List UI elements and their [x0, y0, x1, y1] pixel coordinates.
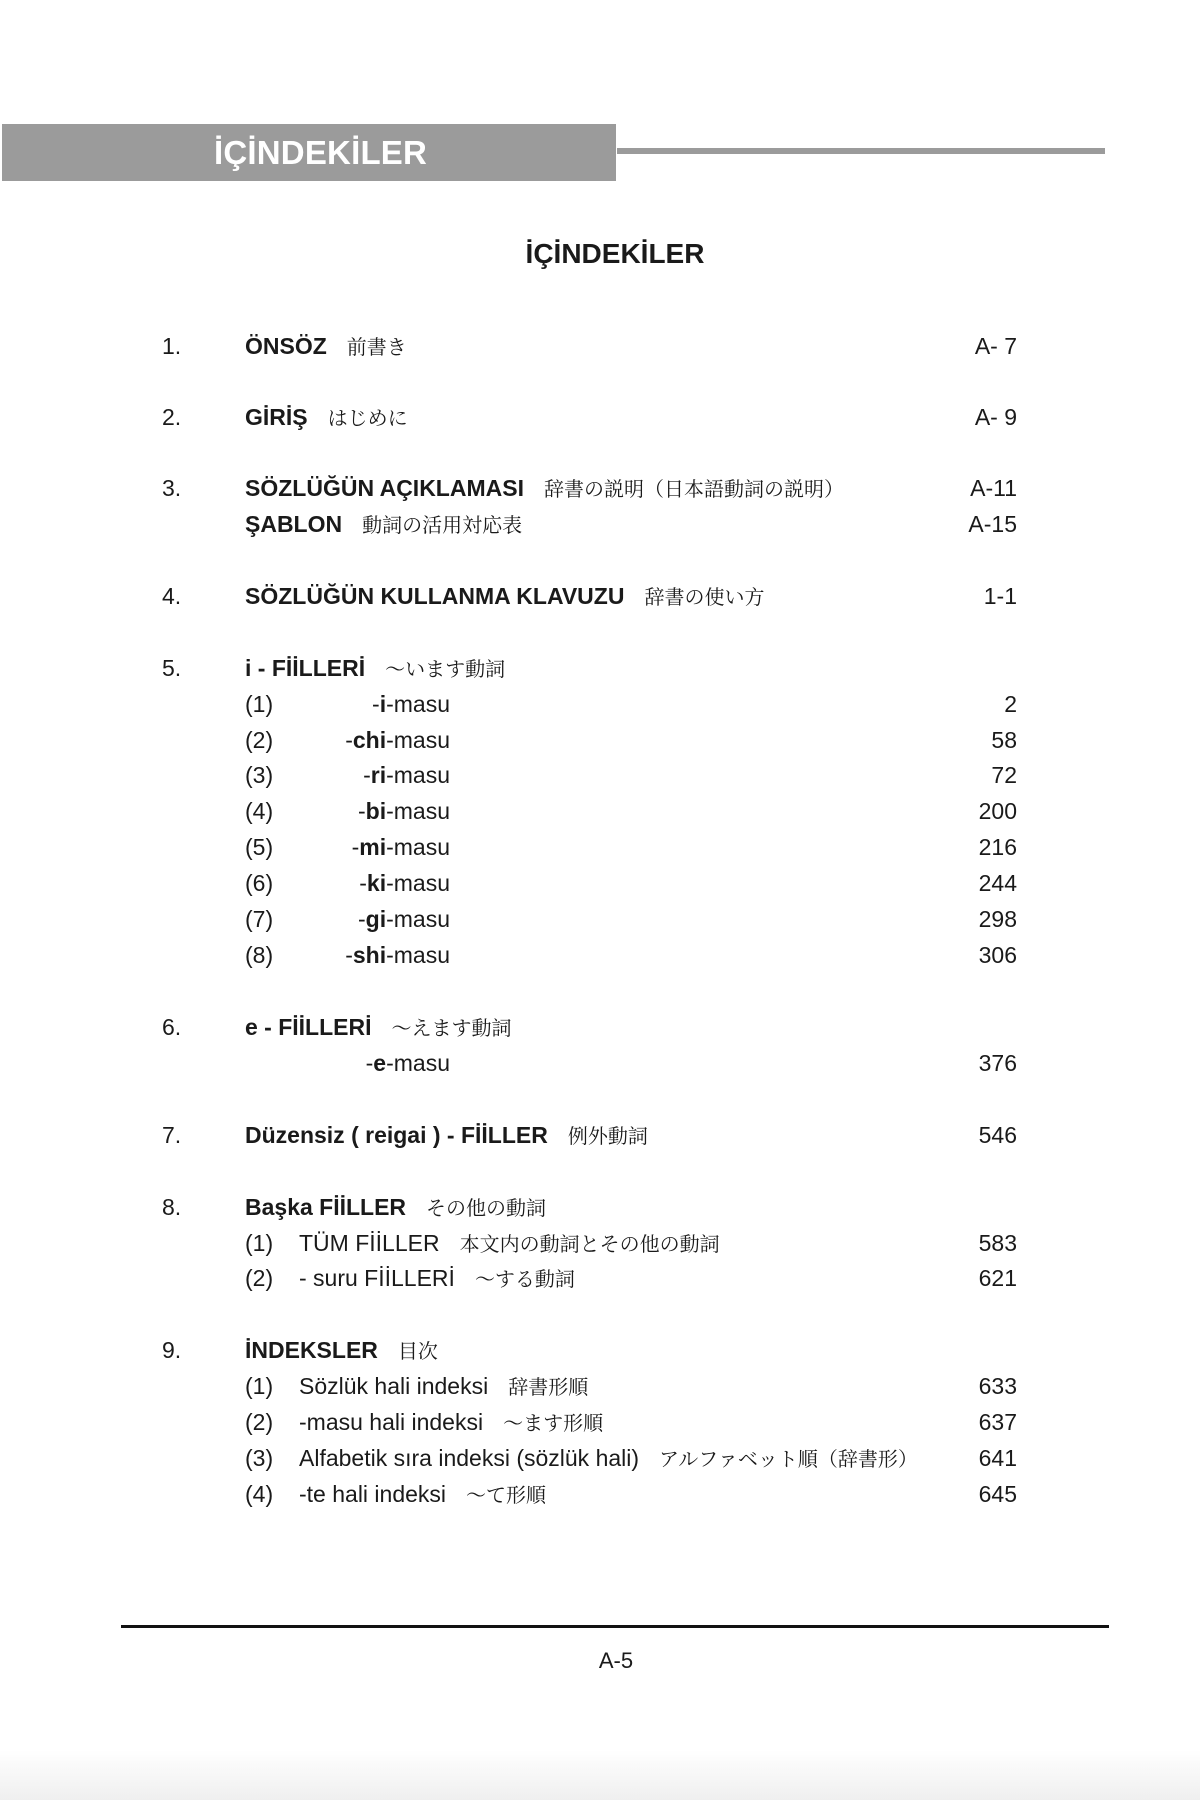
toc-page: 641 [978, 1445, 1017, 1471]
toc-subentry-index: (2) [245, 1409, 274, 1435]
toc-page: 633 [978, 1373, 1017, 1399]
suffix-stem: i [379, 691, 387, 717]
toc-subentry-masu-hali-indeksi[interactable] [0, 1405, 1200, 1439]
toc-page: 546 [978, 1122, 1017, 1148]
toc-page: 58 [991, 727, 1017, 753]
toc-number: 6. [162, 1014, 182, 1040]
toc-subentry-ri-masu[interactable] [0, 758, 1200, 792]
toc-entry-sozlugun-aciklamasi[interactable] [0, 471, 1200, 505]
suffix-stem: shi [352, 942, 387, 968]
toc-subentry-index: (4) [245, 798, 274, 824]
toc-subentry-title: Sözlük hali indeksi [299, 1373, 489, 1399]
toc-title: ÖNSÖZ [245, 333, 327, 359]
toc-entry-baska-fiiller[interactable] [0, 1190, 1200, 1224]
toc-jp-title: 辞書形順 [508, 1375, 589, 1399]
toc-subentry-index: (3) [245, 1445, 274, 1471]
toc-title: Başka FİİLLER [245, 1194, 407, 1220]
suffix-dash: - [357, 906, 366, 932]
suffix-ending: -masu [386, 1050, 450, 1076]
toc-subentry-shi-masu[interactable] [0, 938, 1200, 972]
toc-subentry-title: -masu hali indeksi [299, 1409, 484, 1435]
toc-number: 5. [162, 655, 182, 681]
toc-page: 621 [978, 1265, 1017, 1291]
toc-entry-indeksler[interactable] [0, 1333, 1200, 1367]
toc-title: İNDEKSLER [245, 1337, 378, 1363]
toc-subentry-index: (7) [245, 906, 274, 932]
suffix-stem: e [373, 1050, 387, 1076]
toc-subentry-title: Alfabetik sıra indeksi (sözlük hali) [299, 1445, 640, 1471]
toc-jp-title: 本文内の動詞とその他の動詞 [459, 1232, 720, 1256]
suffix-stem: gi [365, 906, 387, 932]
toc-page: 298 [978, 906, 1017, 932]
footer-page-number: A-5 [598, 1648, 634, 1673]
toc-title: i - FİİLLERİ [245, 655, 366, 681]
toc-jp-title: ～います動詞 [385, 657, 506, 681]
suffix-stem: ki [366, 870, 387, 896]
toc-page: 306 [978, 942, 1017, 968]
toc-page: 2 [1004, 691, 1017, 717]
toc-subentry-tum-fiiller[interactable] [0, 1226, 1200, 1260]
toc-page: 200 [978, 798, 1017, 824]
toc-subentry-alfabetik-indeksi[interactable] [0, 1441, 1200, 1475]
toc-jp-title: ～えます動詞 [391, 1016, 512, 1040]
suffix-stem: chi [352, 727, 387, 753]
toc-subentry-suru-fiilleri[interactable] [0, 1261, 1200, 1295]
header-band-title: İÇİNDEKİLER [214, 134, 428, 171]
suffix-ending: -masu [386, 942, 450, 968]
toc-subentry-ki-masu[interactable] [0, 866, 1200, 900]
toc-page: 244 [978, 870, 1017, 896]
toc-title: SÖZLÜĞÜN AÇIKLAMASI [245, 475, 524, 501]
toc-entry-e-fiilleri[interactable] [0, 1010, 1200, 1044]
toc-subentry-sozluk-hali-indeksi[interactable] [0, 1369, 1200, 1403]
toc-jp-title: その他の動詞 [426, 1196, 547, 1220]
toc-jp-title: 辞書の説明（日本語動詞の説明） [543, 477, 844, 501]
toc-subentry-e-masu[interactable] [0, 1046, 1200, 1080]
toc-subentry-title: -te hali indeksi [299, 1481, 447, 1507]
toc-jp-title: ～する動詞 [474, 1267, 575, 1291]
suffix-stem: ri [370, 762, 387, 788]
toc-jp-title: 例外動詞 [567, 1124, 648, 1148]
toc-subentry-index: (1) [245, 1230, 274, 1256]
toc-entry-sablon[interactable] [0, 507, 1200, 541]
toc-subentry-chi-masu[interactable] [0, 723, 1200, 757]
footer-rule [121, 1625, 1109, 1628]
toc-subentry-i-masu[interactable] [0, 687, 1200, 721]
toc-jp-title: 目次 [397, 1339, 438, 1363]
suffix-dash: - [365, 1050, 374, 1076]
toc-page: A-11 [970, 475, 1017, 501]
toc-page: 645 [978, 1481, 1017, 1507]
suffix-stem: bi [365, 798, 387, 824]
toc-jp-title: ～ます形順 [503, 1411, 604, 1435]
toc-title: SÖZLÜĞÜN KULLANMA KLAVUZU [245, 583, 625, 609]
toc-entry-onsoz[interactable] [0, 329, 1200, 363]
toc-page: 583 [978, 1230, 1017, 1256]
toc-number: 1. [162, 333, 182, 359]
toc-title: ŞABLON [245, 511, 343, 537]
toc-page: 216 [978, 834, 1017, 860]
toc-subentry-bi-masu[interactable] [0, 794, 1200, 828]
suffix-stem: mi [359, 834, 387, 860]
toc-entry-kullanma-klavuzu[interactable] [0, 579, 1200, 613]
suffix-dash: - [345, 942, 353, 968]
toc-subentry-title: - suru FİİLLERİ [299, 1265, 455, 1291]
toc-subentry-index: (5) [245, 834, 274, 860]
toc-number: 7. [162, 1122, 182, 1148]
toc-jp-title: 動詞の活用対応表 [362, 513, 523, 537]
toc-jp-title: アルファベット順（辞書形） [659, 1447, 918, 1471]
suffix-ending: -masu [386, 691, 450, 717]
toc-page: A-15 [968, 511, 1017, 537]
suffix-dash: - [351, 834, 360, 860]
toc-title: GİRİŞ [245, 404, 308, 430]
toc-subentry-index: (2) [245, 1265, 274, 1291]
toc-entry-duzensiz-fiiller[interactable] [0, 1118, 1200, 1152]
toc-entry-i-fiilleri[interactable] [0, 651, 1200, 685]
toc-subentry-index: (2) [245, 727, 274, 753]
suffix-ending: -masu [386, 834, 450, 860]
toc-jp-title: 辞書の使い方 [644, 585, 765, 609]
suffix-dash: - [345, 727, 353, 753]
page-bottom-shade [0, 1750, 1200, 1800]
suffix-ending: -masu [386, 870, 450, 896]
toc-number: 3. [162, 475, 182, 501]
toc-subentry-index: (1) [245, 691, 274, 717]
toc-subentry-index: (6) [245, 870, 274, 896]
toc-subentry-index: (3) [245, 762, 274, 788]
suffix-ending: -masu [386, 906, 450, 932]
toc-subentry-index: (8) [245, 942, 274, 968]
toc-subentry-te-hali-indeksi[interactable] [0, 1477, 1200, 1511]
toc-subentry-index: (1) [245, 1373, 274, 1399]
toc-number: 9. [162, 1337, 182, 1363]
toc-number: 4. [162, 583, 182, 609]
toc-jp-title: 前書き [346, 335, 407, 359]
toc-subentry-mi-masu[interactable] [0, 830, 1200, 864]
toc-title: Düzensiz ( reigai ) - FİİLLER [245, 1122, 548, 1148]
suffix-dash: - [372, 691, 380, 717]
toc-page: A- 9 [974, 404, 1017, 430]
toc-title: e - FİİLLERİ [245, 1014, 372, 1040]
toc-number: 2. [162, 404, 182, 430]
toc-entry-giris[interactable] [0, 400, 1200, 434]
toc-page: A- 7 [974, 333, 1017, 359]
toc-subentry-gi-masu[interactable] [0, 902, 1200, 936]
suffix-dash: - [363, 762, 371, 788]
header-rule [617, 148, 1105, 154]
toc-subentry-index: (4) [245, 1481, 274, 1507]
suffix-ending: -masu [386, 727, 450, 753]
toc-jp-title: ～て形順 [466, 1483, 547, 1507]
toc-page: 1-1 [983, 583, 1017, 609]
suffix-ending: -masu [386, 798, 450, 824]
suffix-dash: - [357, 798, 366, 824]
toc-page: 72 [991, 762, 1017, 788]
suffix-ending: -masu [386, 762, 450, 788]
page-title: İÇİNDEKİLER [525, 238, 705, 269]
toc-number: 8. [162, 1194, 182, 1220]
toc-page: 376 [978, 1050, 1017, 1076]
suffix-dash: - [359, 870, 367, 896]
toc-page: 637 [978, 1409, 1017, 1435]
toc-jp-title: はじめに [327, 406, 408, 430]
toc-subentry-title: TÜM FİİLLER [299, 1230, 440, 1256]
